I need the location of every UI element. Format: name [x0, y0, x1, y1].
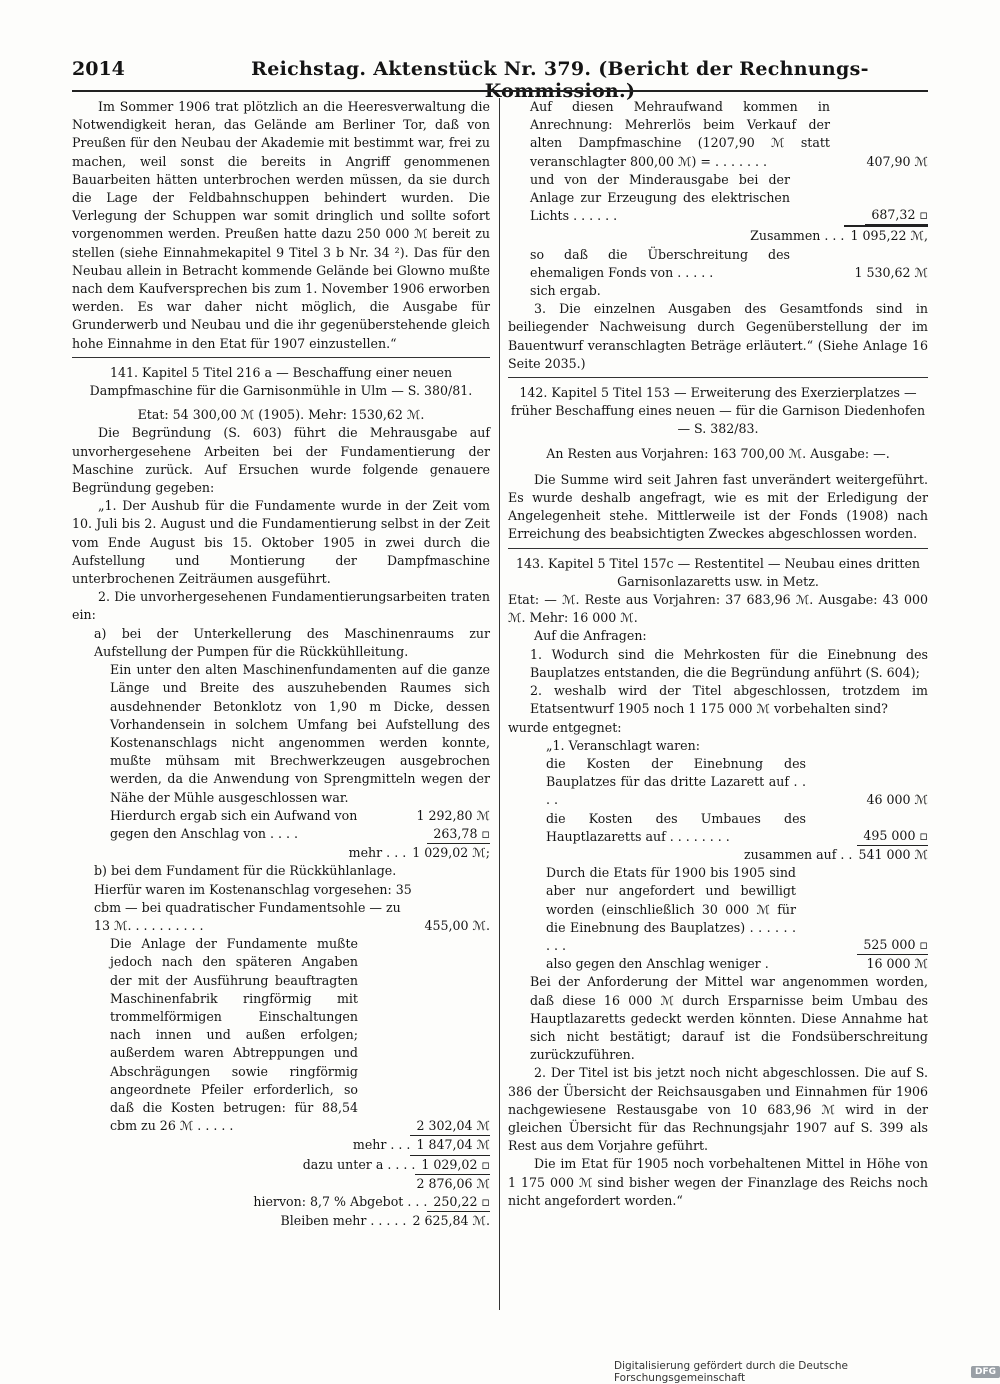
- running-title: Reichstag. Aktenstück Nr. 379. (Bericht der Rechnungs-Kommission.): [251, 58, 869, 102]
- section-141-etat: Etat: 54 300,00 ℳ (1905). Mehr: 1530,62 ℳ.: [137, 407, 425, 423]
- column-divider: [499, 98, 500, 1310]
- ledger-amount: 1 029,02 ℳ;: [412, 845, 490, 861]
- ledger-row: [72, 807, 490, 825]
- ledger-amount: 1 530,62 ℳ: [854, 264, 928, 280]
- ledger-row: [72, 844, 490, 862]
- section-rule: [72, 357, 490, 358]
- ledger-amount: 407,90 ℳ: [866, 153, 928, 169]
- ledger-label: Zusammen . . .: [750, 228, 845, 244]
- section-141-paragraph: Die Begründung (S. 603) führt die Mehrausgabe auf unvorhergesehene Arbeiten bei der Fundamentierung der Maschine zurück. Auf Ersuchen wurde folgende genauere Begründung gegeben:: [72, 425, 490, 496]
- ledger-row: [508, 98, 928, 171]
- section-rule: [508, 548, 928, 549]
- ledger-row: [508, 225, 928, 245]
- quote-item-a: a) bei der Unterkellerung des Maschinenraums zur Aufstellung der Pumpen für die Rückkühlleitung.: [94, 625, 490, 659]
- ledger-row: [72, 1175, 490, 1193]
- ledger-label: Bleiben mehr . . . . .: [280, 1213, 407, 1229]
- ledger-amount: 2 876,06 ℳ: [416, 1175, 490, 1191]
- question-1: 1. Wodurch sind die Mehrkosten für die Einebnung des Bauplatzes entstanden, die die Begründung anführt (S. 604);: [530, 646, 928, 680]
- quote-item-3: 3. Die einzelnen Ausgaben des Gesamtfonds sind in beiliegender Nachweisung durch Gegenüberstellung der im Bauentwurf veranschlagten Beträge erläutert.“ (Siehe Anlage 16 Seite 2035.): [508, 301, 928, 371]
- ledger-label: Durch die Etats für 1900 bis 1905 sind aber nur angefordert und bewilligt worden (einschließlich 30 000 ℳ für die Einebnung des Bauplatzes) . . . . . . . . .: [546, 865, 796, 953]
- ledger-label: dazu unter a . . . .: [302, 1156, 416, 1172]
- ledger-row: [508, 171, 928, 226]
- ledger-row: [72, 862, 490, 935]
- quote-item-2: 2. Die unvorhergesehenen Fundamentierungsarbeiten traten ein:: [72, 589, 490, 623]
- ledger-row: [508, 246, 928, 282]
- ledger-label: Hierdurch ergab sich ein Aufwand von: [110, 807, 358, 823]
- ledger-label: gegen den Anschlag von . . . .: [110, 825, 299, 841]
- ledger-label: zusammen auf . .: [743, 846, 853, 862]
- answer-3: Die im Etat für 1905 noch vorbehaltenen Mittel in Höhe von 1 175 000 ℳ sind bisher wegen der Finanzlage des Reichs noch nicht angefordert worden.“: [508, 1156, 928, 1208]
- quote-item-1: „1. Der Aushub für die Fundamente wurde in der Zeit vom 10. Juli bis 2. August und die Fundamentierung selbst in der Zeit vom Ende August bis 15. Oktober 1905 in zwei durch die Aufstellung und Montierung der Dampfmaschine unterbrochenen Zeiträumen ausgeführt.: [72, 498, 490, 587]
- section-142-paragraph: Die Summe wird seit Jahren fast unverändert weitergeführt. Es wurde deshalb angefragt, wie es mit der Erledigung der Angelegenheit stehe. Mittlerweile ist der Fonds (1908) nach Erreichung des beabsichtigten Zweckes abgeschlossen worden.: [508, 471, 928, 542]
- ledger-label: Auf diesen Mehraufwand kommen in Anrechnung: Mehrerlös beim Verkauf der alten Dampfmaschine (1207,90 ℳ statt veranschlagter 800,00 ℳ) = . . . . . . .: [530, 99, 830, 169]
- ledger-label: und von der Minderausgabe bei der Anlage zur Erzeugung des elektrischen Lichts . . . . . .: [530, 171, 790, 224]
- ledger-amount: 2 625,84 ℳ.: [412, 1213, 490, 1229]
- ledger-label: mehr . . .: [348, 845, 407, 861]
- section-143-etat: Etat: — ℳ. Reste aus Vorjahren: 37 683,96 ℳ. Ausgabe: 43 000 ℳ. Mehr: 16 000 ℳ.: [508, 592, 928, 626]
- ledger-amount: 455,00 ℳ.: [424, 917, 490, 933]
- ledger-row: [508, 846, 928, 864]
- anfragen-label: Auf die Anfragen:: [534, 628, 647, 644]
- ledger-row: [72, 1212, 490, 1230]
- ledger-label: die Kosten des Umbaues des Hauptlazaretts auf . . . . . . . .: [546, 810, 806, 844]
- ledger-amount: 263,78 ▫: [427, 825, 490, 844]
- digitization-credit: [614, 1360, 1000, 1384]
- section-141-heading: 141. Kapitel 5 Titel 216 a — Beschaffung einer neuen Dampfmaschine für die Garnisonmühle in Ulm — S. 380/81.: [89, 364, 473, 399]
- answer-2: 2. Der Titel ist bis jetzt noch nicht abgeschlossen. Die auf S. 386 der Übersicht der Reichsausgaben und Einnahmen für 1906 nachgewiesene Restausgabe von 10 683,96 ℳ wird in der gleichen Übersicht für das Rechnungsjahr 1907 auf S. 399 als Rest aus dem Vorjahre geführt.: [508, 1065, 928, 1154]
- ledger-label: die Kosten der Einebnung des Bauplatzes für das dritte Lazarett auf . . . .: [546, 755, 806, 808]
- ledger-amount: 1 292,80 ℳ: [416, 807, 490, 823]
- ledger-amount: 495 000 ▫: [857, 827, 928, 846]
- answer-1: „1. Veranschlagt waren:: [546, 737, 700, 753]
- ledger-row: [72, 1156, 490, 1175]
- ledger-row: [508, 755, 928, 810]
- ledger-row: [508, 864, 928, 955]
- ledger-amount: 16 000 ℳ: [866, 956, 928, 972]
- ledger-row: [508, 955, 928, 973]
- header-rule: [72, 90, 928, 92]
- ledger-row: [508, 810, 928, 846]
- ledger-label: hiervon: 8,7 % Abgebot . . .: [253, 1193, 428, 1209]
- ledger-row: [72, 935, 490, 1135]
- section-rule: [508, 377, 928, 378]
- ledger-amount: 2 302,04 ℳ: [416, 1118, 490, 1134]
- ledger-amount: 1 029,02 ▫: [415, 1156, 490, 1175]
- credit-text: Digitalisierung gefördert durch die Deutsche Forschungsgemeinschaft: [614, 1360, 848, 1384]
- question-2: 2. weshalb wird der Titel abgeschlossen, trotzdem im Etatsentwurf 1905 noch 1 175 000 ℳ vorbehalten sind?: [530, 683, 928, 717]
- quote-item-a-text: Ein unter den alten Maschinenfundamenten auf die ganze Länge und Breite des auszuhebenden Raumes sich ausdehnender Betonklotz von 1,90 m Dicke, dessen Vorhandensein in solchem Umfang bei Aufstellung des Kostenanschlags nicht angenommen werden konnte, mußte mühsam mit Brechwerkzeugen ausgebrochen werden, da die Anwendung von Sprengmitteln wegen der Nähe der Mühle ausgeschlossen war.: [110, 662, 490, 805]
- ledger-amount: 525 000 ▫: [857, 936, 928, 955]
- ledger-amount: 541 000 ℳ: [858, 846, 928, 862]
- quote-item-b: b) bei dem Fundament für die Rückkühlanlage. Hierfür waren im Kostenanschlag vorgesehen: 35 cbm — bei quadratischer Fundamentsohle — zu 13 ℳ. . . . . . . . . .: [94, 863, 412, 933]
- answer-paragraph: Bei der Anforderung der Mittel war angenommen worden, daß diese 16 000 ℳ durch Ersparnisse beim Umbau des Hauptlazaretts gedeckt werden könnten. Diese Annahme hat sich nicht bestätigt; darauf ist die Fondsüberschreitung zurückzuführen.: [530, 974, 928, 1063]
- ledger-label: mehr . . .: [352, 1137, 411, 1153]
- ledger-row: [72, 825, 490, 844]
- section-142-rest: An Resten aus Vorjahren: 163 700,00 ℳ. Ausgabe: —.: [546, 445, 890, 461]
- quote-item-b-text: Die Anlage der Fundamente mußte jedoch nach den späteren Angaben der mit der Ausführung beauftragten Maschinenfabrik ringförmig mit trommelförmigen Einschaltungen nach innen und außen erfolgen; außerdem waren Abtreppungen und Abschrägungen sowie ringförmig angeordnete Pfeiler erforderlich, so daß die Kosten betrugen: für 88,54 cbm zu 26 ℳ . . . . .: [110, 936, 358, 1134]
- spacer: [508, 463, 928, 471]
- page-number: 2014: [72, 58, 125, 80]
- left-column: [72, 98, 490, 1230]
- ledger-amount: 46 000 ℳ: [866, 792, 928, 808]
- ledger-label: also gegen den Anschlag weniger .: [546, 956, 769, 972]
- ledger-amount: 250,22 ▫: [427, 1193, 490, 1212]
- ledger-amount: 687,32 ▫: [865, 206, 928, 225]
- ledger-row: [72, 1135, 490, 1155]
- ledger-row: [72, 1193, 490, 1212]
- intro-paragraph: Im Sommer 1906 trat plötzlich an die Heeresverwaltung die Notwendigkeit heran, das Gelände am Berliner Tor, daß von Preußen für den Neubau der Akademie mit bestimmt war, frei zu machen, weil sonst die bereits in Angriff genommenen Bauarbeiten hätten unterbrochen werden müssen, da sie durch die Lage der Feldbahnschuppen behindert wurden. Die Verlegung der Schuppen war somit dringlich und sollte sofort vorgenommen werden. Preußen hatte dazu 250 000 ℳ bereit zu stellen (siehe Einnahmekapitel 9 Titel 3 b Nr. 34 ²). Das für den Neubau allein in Betracht kommende Gelände bei Glowno mußte nach dem Kaufversprechen bis zum 1. November 1906 erworben werden. Es war daher nicht möglich, die Ausgabe für Grunderwerb und Neubau und die ihr gegenüberstehende gleich hohe Einnahme in den Etat für 1907 einzustellen.“: [72, 99, 490, 351]
- page-header: [72, 58, 928, 102]
- right-column: [508, 98, 928, 1210]
- ledger-label: so daß die Überschreitung des ehemaligen Fonds von . . . . .: [530, 246, 790, 280]
- section-142-heading: 142. Kapitel 5 Titel 153 — Erweiterung des Exerzierplatzes — früher Beschaffung eines neuen — für die Garnison Diedenhofen — S. 382/83.: [510, 385, 926, 437]
- dfg-logo: DFG: [971, 1366, 1000, 1378]
- section-143-heading: 143. Kapitel 5 Titel 157c — Restentitel — Neubau eines dritten Garnisonlazaretts usw. in Metz.: [515, 555, 921, 589]
- ledger-amount: 1 847,04 ℳ: [410, 1135, 490, 1155]
- entgegnet-label: wurde entgegnet:: [508, 719, 622, 735]
- ledger-amount: 1 095,22 ℳ,: [844, 225, 928, 245]
- ledger-note: sich ergab.: [530, 283, 601, 299]
